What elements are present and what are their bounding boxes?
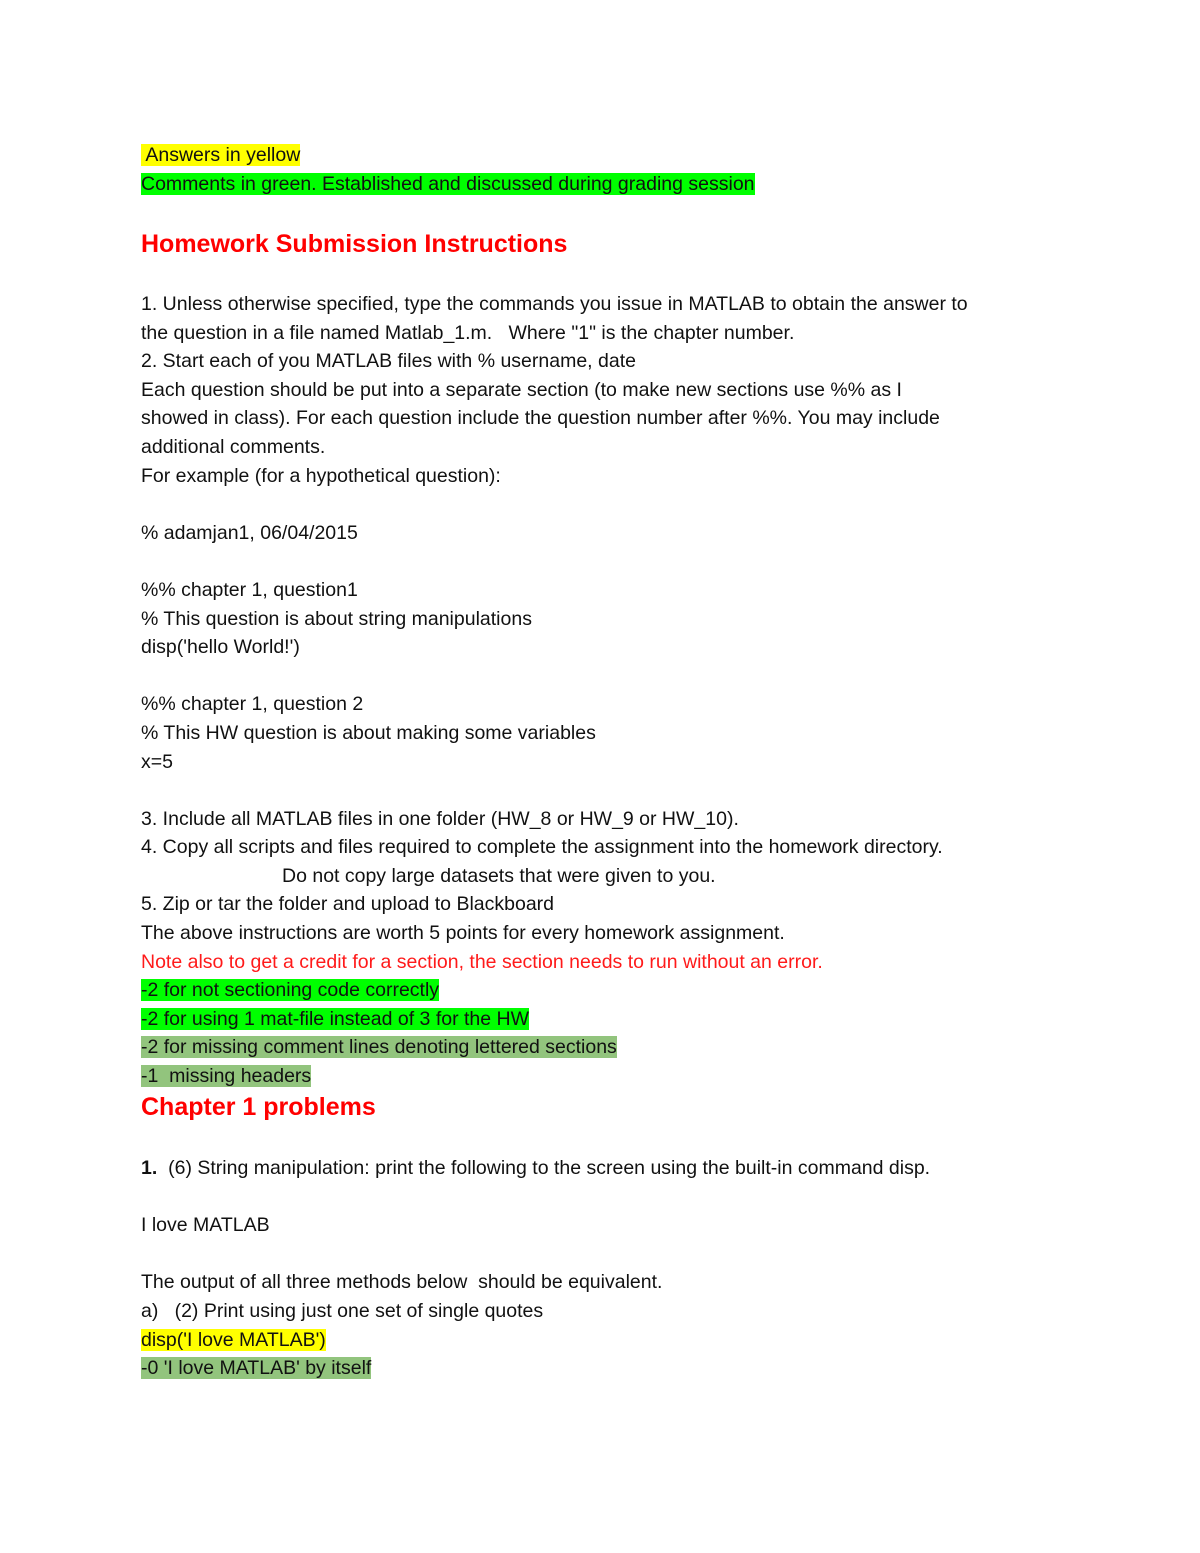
step-4: 4. Copy all scripts and files required to complete the assignment into the homework directory. [141,836,943,859]
legend [141,141,1081,198]
example-header: % adamjan1, 06/04/2015 [141,521,358,544]
chapter1-section [141,1091,1081,1123]
instruction-line: 2. Start each of you MATLAB files with % username, date [141,350,636,373]
instruction-line: For example (for a hypothetical question): [141,464,501,487]
instructions-heading: Homework Submission Instructions [141,230,568,258]
example-line: %% chapter 1, question1 [141,578,358,601]
problem-text: (6) String manipulation: print the following to the screen using the built-in command disp. [157,1157,931,1179]
instructions-body [141,290,1081,1091]
instruction-line: 1. Unless otherwise specified, type the commands you issue in MATLAB to obtain the answer to [141,293,968,315]
step-5: 5. Zip or tar the folder and upload to Blackboard [141,893,555,916]
instruction-line: showed in class). For each question include the question number after %%. You may include [141,407,940,430]
instructions-worth: The above instructions are worth 5 points for every homework assignment. [141,922,785,945]
instruction-line: the question in a file named Matlab_1.m. Where "1" is the chapter number. [141,321,795,344]
example-line: %% chapter 1, question 2 [141,693,364,716]
equivalence-note: The output of all three methods below should be equivalent. [141,1271,663,1294]
instruction-line: Each question should be put into a separate section (to make new sections use %% as I [141,378,902,401]
step-4-note: Do not copy large datasets that were given to you. [282,864,716,887]
legend-comments: Comments in green. Established and discussed during grading session [141,172,755,195]
instructions-note: Note also to get a credit for a section, the section needs to run without an error. [141,950,823,973]
example-line: disp('hello World!') [141,636,300,659]
deduction-comment-lines: -2 for missing comment lines denoting lettered sections [141,1036,617,1059]
problem-number: 1. [141,1157,158,1179]
chapter1-body [141,1154,1081,1383]
legend-answers: Answers in yellow [141,144,301,166]
example-line: % This HW question is about making some variables [141,721,596,744]
instructions-section [141,228,1081,260]
problem-target-text: I love MATLAB [141,1214,270,1237]
example-line: x=5 [141,750,173,773]
part-a: a) (2) Print using just one set of single quotes [141,1299,544,1322]
instruction-line: additional comments. [141,435,326,458]
answer-a: disp('I love MATLAB') [141,1328,326,1351]
comment-a: -0 'I love MATLAB' by itself [141,1357,372,1380]
deduction-headers: -1 missing headers [141,1065,312,1088]
step-3: 3. Include all MATLAB files in one folder (HW_8 or HW_9 or HW_10). [141,807,739,830]
deduction-sectioning: -2 for not sectioning code correctly [141,979,440,1002]
deduction-mat-file: -2 for using 1 mat-file instead of 3 for the HW [141,1007,530,1030]
example-line: % This question is about string manipulations [141,607,532,630]
chapter1-heading: Chapter 1 problems [141,1093,376,1121]
